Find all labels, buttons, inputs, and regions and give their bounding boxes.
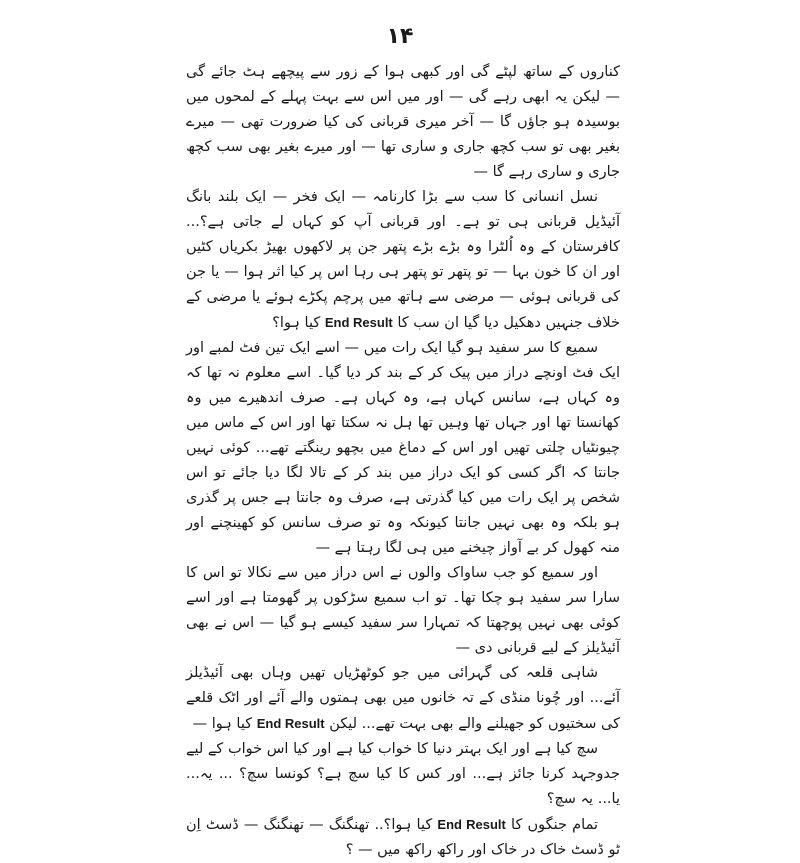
paragraph-2 (186, 185, 620, 336)
body-text (186, 60, 620, 863)
text-segment: کناروں کے ساتھ لپٹے گی اور کبھی ہوا کے زور سے پیچھے ہٹ جائے گی — لیکن یہ ابھی رہے گی — اور میں اس سے بہت پہلے کے لمحوں میں بوسیدہ ہو جاؤں گا — آخر میری قربانی کی کیا ضرورت تھی — میرے بغیر بھی تو سب کچھ جاری و ساری تھا — اور میرے بغیر بھی سب کچھ جاری و ساری رہے گا — (186, 64, 620, 180)
page-number: ۱۴ (386, 24, 414, 49)
text-segment: کیا ہوا — (192, 716, 257, 732)
text-segment: سمیع کا سر سفید ہو گیا ایک رات میں — اسے ایک تین فٹ لمبے اور ایک فٹ اونچے دراز میں پیک کر کے بند کر دیا گیا۔ اسے معلوم نہ تھا کہ وہ کہاں ہے، سانس کہاں ہے، وہ کہاں ہے۔ صرف اندھیرے میں وہ کھانستا تھا اور جہاں تھا وہیں تھا ہل نہ سکتا تھا اور اس کے ماس میں چیونٹیاں چلتی تھیں اور اس کے دماغ میں بچھو رینگتے تھے... کوئی نہیں جانتا کہ اگر کسی کو ایک دراز میں بند کر کے تالا لگا دیا جائے تو اس شخص پر ایک رات میں کیا گذرتی ہے، صرف وہ جانتا ہے جس پر گذری ہو بلکہ وہ بھی نہیں جانتا کیونکہ وہ تو صرف سانس کو کھینچنے اور منہ کھول کر بے آواز چیخنے میں ہی لگا رہتا ہے — (186, 340, 620, 556)
text-segment: کیا ہوا؟ (272, 315, 325, 331)
english-term: End Result (256, 716, 325, 731)
text-segment: اور سمیع کو جب ساواک والوں نے اس دراز میں سے نکالا تو اس کا سارا سر سفید ہو چکا تھا۔ تو اب سمیع سڑکوں پر گھومتا ہے اور اسے کوئی بھی نہیں پوچھتا کہ تمہارا سر سفید کیسے ہو گیا — اس نے بھی آئیڈیلز کے لیے قربانی دی — (186, 565, 620, 656)
paragraph-3 (186, 336, 620, 561)
text-segment: سچ کیا ہے اور ایک بہتر دنیا کا خواب کیا ہے اور کیا اس خواب کے لیے جدوجہد کرنا جائز ہے... اور کس کا کیا سچ ہے؟ کونسا سچ؟ ... یہ... یا... یہ سچ؟ (186, 741, 620, 807)
english-term: End Result (437, 817, 506, 832)
text-segment: تمام جنگوں کا (505, 817, 598, 833)
text-segment: شاہی قلعہ کی گہرائی میں جو کوٹھڑیاں تھیں وہاں بھی آئیڈیلز آئے... اور چُونا منڈی کے تہ خانوں میں بھی ہمتوں والے آئے اور اٹک قلعے کی سختیوں کو جھیلنے والے بھی بہت تھے... لیکن (186, 665, 620, 732)
text-segment: کیا ہوا؟.. تھنگنگ — تھنگنگ — ڈسٹ اِن ٹو ڈسٹ خاک در خاک اور راکھ راکھ میں — ؟ (186, 817, 620, 858)
paragraph-5 (186, 661, 620, 737)
text-segment: نسل انسانی کا سب سے بڑا کارنامہ — ایک فخر — ایک بلند بانگ آئیڈیل قربانی ہی تو ہے۔ اور قربانی آپ کو کہاں لے جاتی ہے؟... کافرستان کے وہ اُلٹرا وہ بڑے بڑے پتھر جن پر لاکھوں بھیڑ بکریاں کٹیں اور ان کا خون بہا — تو پتھر تو پتھر ہی رہا اس پر کیا اثر ہوا — یا جن کی قربانی ہوئی — مرضی سے ہاتھ میں پرچم پکڑے ہوئے یا مرضی کے خلاف جنہیں دھکیل دیا گیا ان سب کا (186, 189, 620, 331)
paragraph-7 (186, 812, 620, 863)
paragraph-6 (186, 737, 620, 812)
paragraph-4 (186, 561, 620, 661)
english-term: End Result (324, 315, 393, 330)
paragraph-1 (186, 60, 620, 185)
